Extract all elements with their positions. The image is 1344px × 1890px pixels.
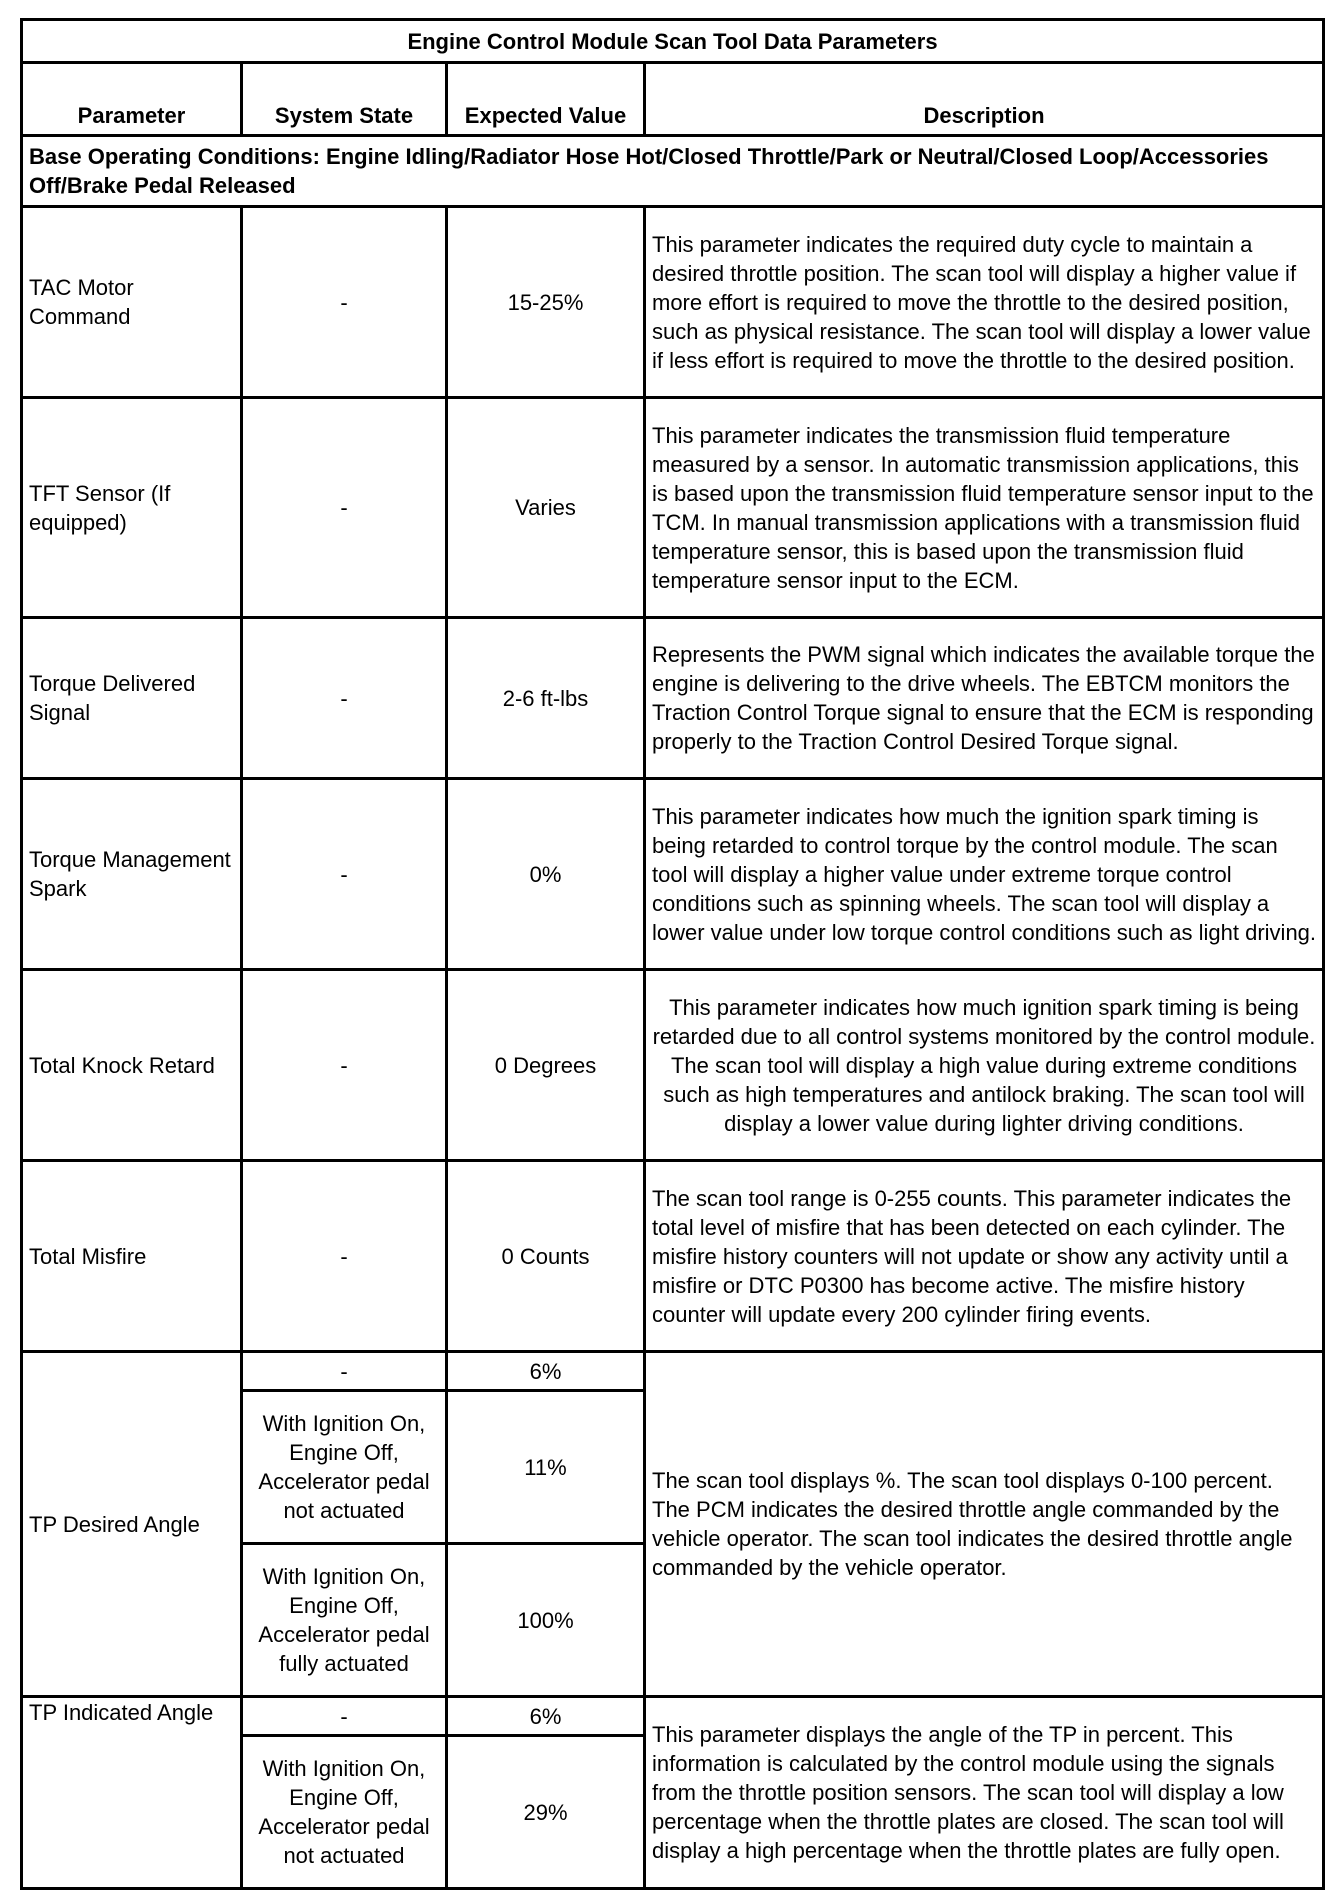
parameter-cell: Total Knock Retard: [22, 970, 242, 1161]
system-state-cell: -: [242, 207, 447, 398]
description-cell: This parameter indicates the required duty cycle to maintain a desired throttle position. The scan tool will display a higher value if more effort is required to move the throttle to the desired position, such as physical resistance. The scan tool will display a lower value if less effort is required to move the throttle to the desired position.: [645, 207, 1324, 398]
parameter-cell: TAC Motor Command: [22, 207, 242, 398]
system-state-cell: With Ignition On, Engine Off, Accelerator pedal not actuated: [242, 1736, 447, 1889]
system-state-cell: -: [242, 618, 447, 779]
expected-value-cell: 100%: [447, 1544, 645, 1697]
base-operating-conditions: Base Operating Conditions: Engine Idling/Radiator Hose Hot/Closed Throttle/Park or Neutral/Closed Loop/Accessories Off/Brake Pedal Released: [22, 136, 1324, 207]
system-state-cell: With Ignition On, Engine Off, Accelerator pedal not actuated: [242, 1391, 447, 1544]
expected-value-cell: 0%: [447, 779, 645, 970]
table-row: [22, 1161, 1324, 1352]
expected-value-cell: 15-25%: [447, 207, 645, 398]
description-cell: The scan tool displays %. The scan tool displays 0-100 percent. The PCM indicates the desired throttle angle commanded by the vehicle operator. The scan tool indicates the desired throttle angle commanded by the vehicle operator.: [645, 1352, 1324, 1697]
system-state-cell: -: [242, 1161, 447, 1352]
system-state-cell: -: [242, 1697, 447, 1736]
expected-value-cell: Varies: [447, 398, 645, 618]
description-cell: This parameter indicates how much ignition spark timing is being retarded due to all control systems monitored by the control module. The scan tool will display a high value during extreme conditions such as high temperatures and antilock braking. The scan tool will display a lower value during lighter driving conditions.: [645, 970, 1324, 1161]
expected-value-cell: 2-6 ft-lbs: [447, 618, 645, 779]
system-state-cell: -: [242, 1352, 447, 1391]
header-row: [22, 63, 1324, 136]
table-row: [22, 618, 1324, 779]
document-sheet: [20, 18, 1322, 1890]
parameter-cell: TP Indicated Angle: [22, 1697, 242, 1889]
table-row: [22, 970, 1324, 1161]
table-row: [22, 779, 1324, 970]
table-title-row: [22, 20, 1324, 63]
expected-value-cell: 6%: [447, 1352, 645, 1391]
description-cell: This parameter displays the angle of the TP in percent. This information is calculated by the control module using the signals from the throttle position sensors. The scan tool will display a low percentage when the throttle plates are closed. The scan tool will display a high percentage when the throttle plates are fully open.: [645, 1697, 1324, 1889]
parameter-cell: Torque Management Spark: [22, 779, 242, 970]
system-state-cell: -: [242, 398, 447, 618]
description-cell: This parameter indicates the transmission fluid temperature measured by a sensor. In automatic transmission applications, this is based upon the transmission fluid temperature sensor input to the TCM. In manual transmission applications with a transmission fluid temperature sensor, this is based upon the transmission fluid temperature sensor input to the ECM.: [645, 398, 1324, 618]
system-state-cell: -: [242, 970, 447, 1161]
expected-value-cell: 0 Degrees: [447, 970, 645, 1161]
table-row: [22, 1352, 1324, 1391]
expected-value-cell: 6%: [447, 1697, 645, 1736]
expected-value-cell: 29%: [447, 1736, 645, 1889]
parameter-cell: Total Misfire: [22, 1161, 242, 1352]
table-title: Engine Control Module Scan Tool Data Parameters: [22, 20, 1324, 63]
header-parameter: Parameter: [22, 63, 242, 136]
system-state-cell: -: [242, 779, 447, 970]
conditions-row: [22, 136, 1324, 207]
table-row: [22, 1697, 1324, 1736]
expected-value-cell: 11%: [447, 1391, 645, 1544]
description-cell: This parameter indicates how much the ignition spark timing is being retarded to control torque by the control module. The scan tool will display a higher value under extreme torque control conditions such as spinning wheels. The scan tool will display a lower value under low torque control conditions such as light driving.: [645, 779, 1324, 970]
parameter-cell: TFT Sensor (If equipped): [22, 398, 242, 618]
description-cell: Represents the PWM signal which indicates the available torque the engine is delivering to the drive wheels. The EBTCM monitors the Traction Control Torque signal to ensure that the ECM is responding properly to the Traction Control Desired Torque signal.: [645, 618, 1324, 779]
parameter-cell: Torque Delivered Signal: [22, 618, 242, 779]
system-state-cell: With Ignition On, Engine Off, Accelerator pedal fully actuated: [242, 1544, 447, 1697]
header-expected-value: Expected Value: [447, 63, 645, 136]
header-system-state: System State: [242, 63, 447, 136]
expected-value-cell: 0 Counts: [447, 1161, 645, 1352]
table-row: [22, 207, 1324, 398]
header-description: Description: [645, 63, 1324, 136]
scan-tool-data-table: [20, 18, 1325, 1890]
table-row: [22, 398, 1324, 618]
parameter-cell: TP Desired Angle: [22, 1352, 242, 1697]
description-cell: The scan tool range is 0-255 counts. This parameter indicates the total level of misfire that has been detected on each cylinder. The misfire history counters will not update or show any activity until a misfire or DTC P0300 has become active. The misfire history counter will update every 200 cylinder firing events.: [645, 1161, 1324, 1352]
